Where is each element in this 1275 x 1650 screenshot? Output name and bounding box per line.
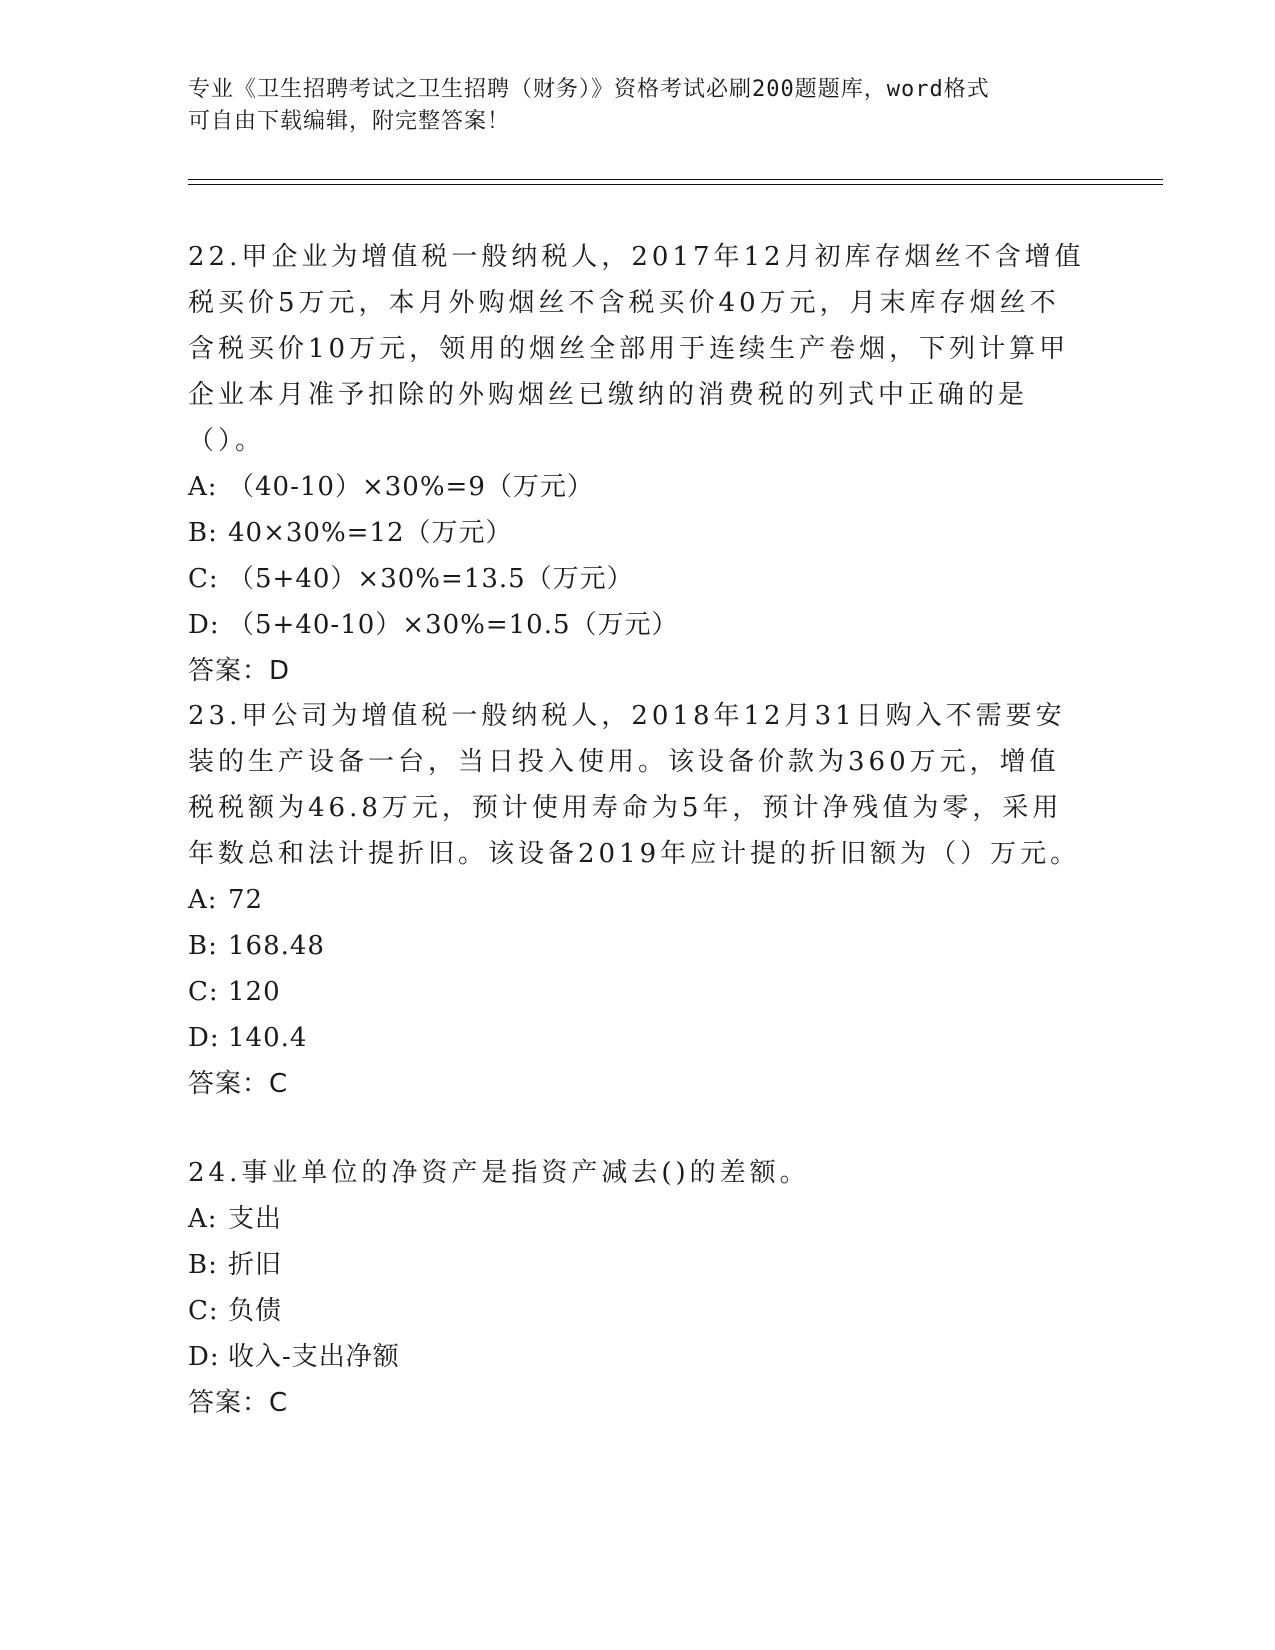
option-text: 40×30%=12（万元）: [228, 518, 513, 548]
option-letter: B:: [188, 1250, 218, 1280]
option-letter: D:: [188, 1023, 220, 1053]
option-b: [188, 1242, 1088, 1288]
question-24: [188, 1150, 1088, 1426]
question-stem: 22.甲企业为增值税一般纳税人，2017年12月初库存烟丝不含增值税买价5万元，本月外购烟丝不含税买价40万元，月末库存烟丝不含税买价10万元，领用的烟丝全部用于连续生产卷烟，下列计算甲企业本月准予扣除的外购烟丝已缴纳的消费税的列式中正确的是（）。: [188, 242, 1085, 456]
option-text: 140.4: [228, 1023, 308, 1053]
option-letter: A:: [188, 472, 218, 502]
answer-line: 答案：D: [188, 656, 291, 686]
option-letter: C:: [188, 977, 219, 1007]
option-c: [188, 969, 1088, 1015]
header-line-2: 可自由下载编辑，附完整答案！: [188, 109, 511, 134]
option-a: [188, 1196, 1088, 1242]
option-letter: C:: [188, 564, 219, 594]
option-c: [188, 1288, 1088, 1334]
option-text: （40-10）×30%=9（万元）: [228, 472, 594, 502]
option-letter: B:: [188, 518, 218, 548]
option-text: （5+40-10）×30%=10.5（万元）: [228, 610, 679, 640]
option-text: 72: [228, 885, 264, 915]
answer-line: 答案：C: [188, 1069, 289, 1099]
option-text: 折旧: [228, 1250, 283, 1280]
header-divider-top: [188, 179, 1163, 180]
option-d: [188, 1015, 1088, 1061]
option-letter: D:: [188, 610, 220, 640]
option-text: 支出: [228, 1204, 283, 1234]
option-letter: D:: [188, 1342, 220, 1372]
option-text: 负债: [228, 1296, 283, 1326]
option-text: （5+40）×30%=13.5（万元）: [228, 564, 634, 594]
option-a: [188, 877, 1088, 923]
option-b: [188, 510, 1088, 556]
option-text: 120: [228, 977, 281, 1007]
document-header: [188, 74, 1068, 138]
question-22: [188, 234, 1088, 694]
option-letter: B:: [188, 931, 218, 961]
option-text: 168.48: [228, 931, 325, 961]
option-c: [188, 556, 1088, 602]
question-stem: 24.事业单位的净资产是指资产减去()的差额。: [188, 1158, 810, 1188]
option-text: 收入-支出净额: [228, 1342, 400, 1372]
header-line-1: 专业《卫生招聘考试之卫生招聘（财务）》资格考试必刷200题题库，word格式: [188, 77, 990, 102]
option-b: [188, 923, 1088, 969]
option-d: [188, 602, 1088, 648]
option-letter: A:: [188, 1204, 218, 1234]
option-letter: C:: [188, 1296, 219, 1326]
option-d: [188, 1334, 1088, 1380]
option-letter: A:: [188, 885, 218, 915]
header-divider-bottom: [188, 184, 1163, 185]
question-23: [188, 693, 1088, 1107]
question-stem: 23.甲公司为增值税一般纳税人，2018年12月31日购入不需要安装的生产设备一台，当日投入使用。该设备价款为360万元，增值税税额为46.8万元，预计使用寿命为5年，预计净残值为零，采用年数总和法计提折旧。该设备2019年应计提的折旧额为（）万元。: [188, 701, 1081, 869]
option-a: [188, 464, 1088, 510]
answer-line: 答案：C: [188, 1388, 289, 1418]
